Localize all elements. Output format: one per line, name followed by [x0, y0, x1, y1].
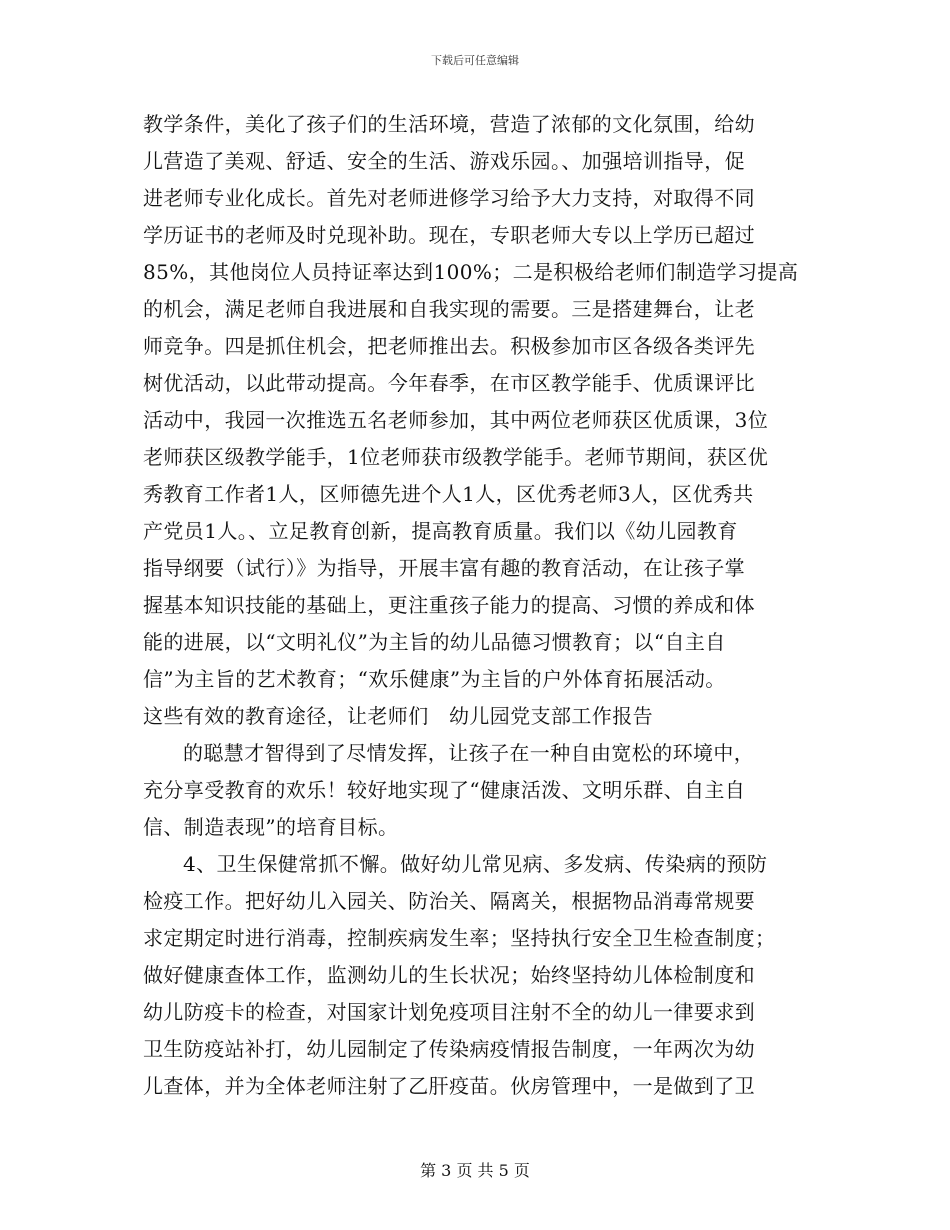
text-line: 的机会，满足老师自我进展和自我实现的需要。三是搭建舞台，让老: [143, 297, 755, 321]
page-header: 下载后可任意编辑: [431, 54, 519, 67]
text-line: 指导纲要（试行）》为指导，开展丰富有趣的教育活动，在让孩子掌: [143, 556, 745, 580]
text-line: 做好健康查体工作，监测幼儿的生长状况；始终坚持幼儿体检制度和: [143, 963, 755, 987]
text-line: 学历证书的老师及时兑现补助。现在，专职老师大专以上学历已超过: [143, 223, 755, 247]
text-line: 教学条件，美化了孩子们的生活环境，营造了浓郁的文化氛围，给幼: [143, 112, 755, 136]
text-line: 求定期定时进行消毒，控制疾病发生率；坚持执行安全卫生检查制度；: [143, 926, 776, 950]
text-line: 这些有效的教育途径，让老师们 幼儿园党支部工作报告: [143, 704, 653, 728]
text-line: 充分享受教育的欢乐！较好地实现了“健康活泼、文明乐群、自主自: [143, 778, 746, 802]
text-line: 85%，其他岗位人员持证率达到100%；二是积极给老师们制造学习提高: [143, 260, 799, 284]
text-line: 卫生防疫站补打，幼儿园制定了传染病疫情报告制度，一年两次为幼: [143, 1037, 755, 1061]
text-line: 师竞争。四是抓住机会，把老师推出去。积极参加市区各级各类评先: [143, 334, 755, 358]
text-line: 握基本知识技能的基础上，更注重孩子能力的提高、习惯的养成和体: [143, 593, 755, 617]
text-line: 能的进展，以“文明礼仪”为主旨的幼儿品德习惯教育；以“自主自: [143, 630, 726, 654]
text-line: 产党员1人。、立足教育创新，提高教育质量。我们以《幼儿园教育: [143, 519, 738, 543]
text-line: 秀教育工作者1人，区师德先进个人1人，区优秀老师3人，区优秀共: [143, 482, 754, 506]
text-line: 活动中，我园一次推选五名老师参加，其中两位老师获区优质课，3位: [143, 408, 769, 432]
text-line: 儿营造了美观、舒适、安全的生活、游戏乐园。、加强培训指导，促: [143, 149, 745, 173]
text-line: 进老师专业化成长。首先对老师进修学习给予大力支持，对取得不同: [143, 186, 755, 210]
body-text: [143, 106, 813, 1105]
text-line: 老师获区级教学能手，1位老师获市级教学能手。老师节期间，获区优: [143, 445, 769, 469]
text-line: 信、制造表现”的培育目标。: [143, 815, 399, 839]
text-line: 的聪慧才智得到了尽情发挥，让孩子在一种自由宽松的环境中，: [183, 741, 755, 765]
text-line: 儿查体，并为全体老师注射了乙肝疫苗。伙房管理中，一是做到了卫: [143, 1074, 755, 1098]
text-line: 4、卫生保健常抓不懈。做好幼儿常见病、多发病、传染病的预防: [183, 852, 768, 876]
text-line: 树优活动，以此带动提高。今年春季，在市区教学能手、优质课评比: [143, 371, 755, 395]
text-line: 信”为主旨的艺术教育；“欢乐健康”为主旨的户外体育拓展活动。: [143, 667, 726, 691]
page-number-footer: 第 3 页 共 5 页: [420, 1161, 530, 1180]
text-line: 检疫工作。把好幼儿入园关、防治关、隔离关，根据物品消毒常规要: [143, 889, 755, 913]
text-line: 幼儿防疫卡的检查，对国家计划免疫项目注射不全的幼儿一律要求到: [143, 1000, 755, 1024]
